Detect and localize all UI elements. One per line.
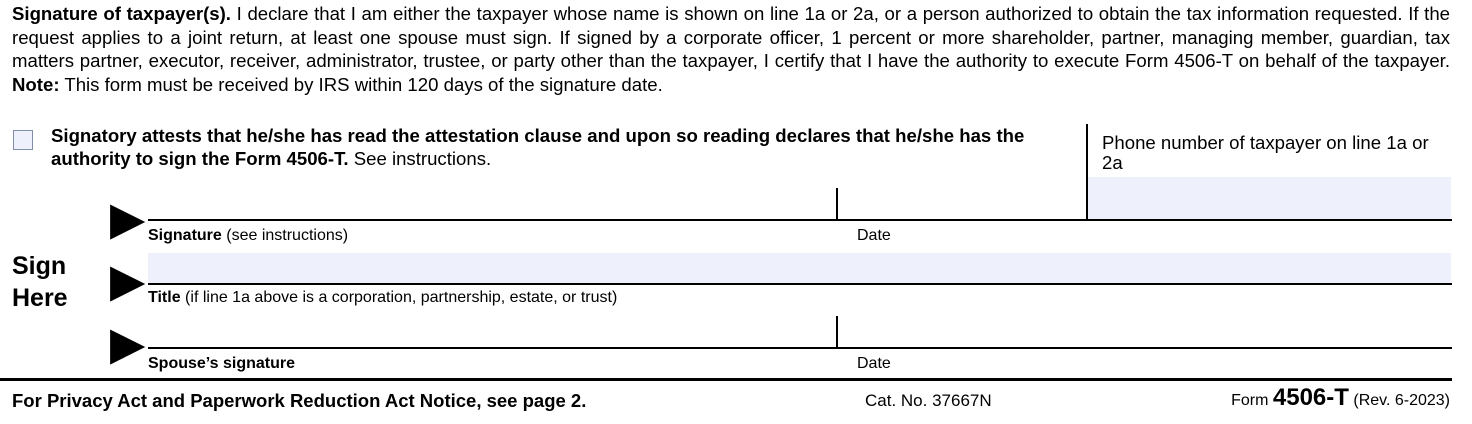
title-line (148, 283, 1452, 285)
note-label: Note: (12, 73, 60, 95)
arrow-icon: ▶ (110, 192, 146, 244)
note-text: This form must be received by IRS within 120 days of the signature date. (59, 73, 663, 95)
form-revision: (Rev. 6-2023) (1348, 392, 1450, 409)
spouse-signature-field[interactable] (148, 316, 836, 347)
signature-label-bold: Signature (148, 227, 222, 244)
sign-here-line2: Here (12, 284, 68, 312)
footer-rule (0, 378, 1452, 381)
form-number: 4506-T (1272, 384, 1349, 411)
date-label: Date (857, 227, 891, 244)
attestation-bold-text: Signatory attests that he/she has read the attestation clause and upon so reading declares that he/she has the authority to sign the Form 4506-T. (51, 125, 1025, 169)
title-label-rest: (if line 1a above is a corporation, partnership, estate, or trust) (180, 289, 618, 306)
arrow-icon: ▶ (110, 254, 146, 306)
date-field[interactable] (838, 188, 1086, 219)
cat-number: Cat. No. 37667N (865, 391, 992, 410)
signature-label (148, 227, 348, 245)
title-label-bold: Title (148, 289, 181, 306)
phone-label: Phone number of taxpayer on line 1a or 2a (1102, 132, 1429, 173)
title-field[interactable] (148, 253, 1451, 283)
sign-here-line1: Sign (12, 252, 67, 280)
attestation-text (51, 124, 1071, 170)
signature-label-rest: (see instructions) (221, 227, 349, 244)
attestation-checkbox[interactable] (13, 130, 33, 150)
declaration-heading: Signature of taxpayer(s). (12, 3, 231, 24)
form-identifier (1231, 384, 1450, 412)
form-prefix: Form (1231, 392, 1273, 409)
signature-line (148, 219, 1452, 221)
spouse-date-label: Date (857, 355, 891, 372)
privacy-notice: For Privacy Act and Paperwork Reduction Act Notice, see page 2. (12, 390, 587, 411)
sign-here-label (12, 250, 68, 314)
declaration-body: I declare that I am either the taxpayer whose name is shown on line 1a or 2a, or a person authorized to obtain the tax information requested. If the request applies to a joint return, at least one spouse must sign. If signed by a corporate officer, 1 percent or more shareholder, partner, managing member, guardian, tax matters partner, executor, receiver, administrator, trustee, or party other than the taxpayer, I certify that I have the authority to execute Form 4506-T on behalf of the taxpayer. (12, 3, 1451, 71)
arrow-icon: ▶ (110, 317, 146, 369)
signature-declaration (12, 2, 1450, 96)
title-label (148, 289, 617, 307)
spouse-date-field[interactable] (838, 316, 1451, 347)
signature-field[interactable] (148, 188, 836, 219)
spouse-signature-line (148, 347, 1452, 349)
attestation-normal-text: See instructions. (348, 148, 492, 169)
spouse-signature-label: Spouse’s signature (148, 355, 295, 372)
phone-number-field[interactable] (1088, 177, 1451, 219)
